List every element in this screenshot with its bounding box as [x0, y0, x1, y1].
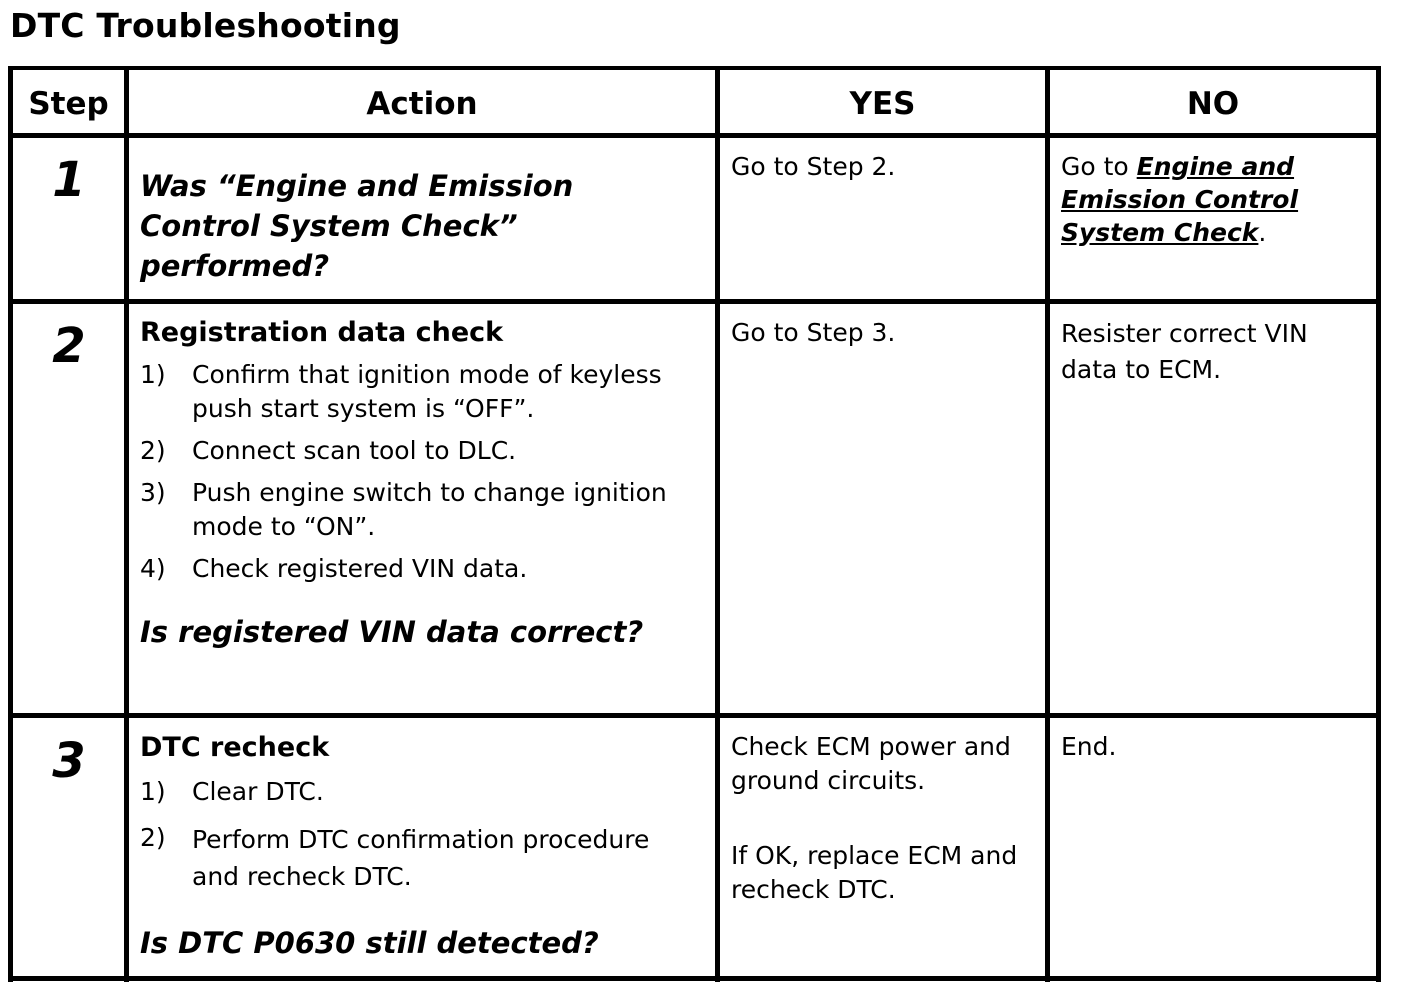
procedure-list: [140, 775, 700, 895]
yes-text: Go to Step 2.: [731, 152, 896, 181]
step-number: 1: [52, 152, 86, 208]
action-cell: [140, 316, 700, 652]
action-question: Was “Engine and Emission Control System Check” performed?: [140, 169, 574, 283]
action-question: Is DTC P0630 still detected?: [140, 926, 599, 960]
item-text: Connect scan tool to DLC.: [192, 436, 517, 465]
header-divider: [8, 133, 1381, 138]
item-number: 2): [140, 823, 166, 852]
column-divider: [1045, 66, 1050, 982]
action-heading: DTC recheck: [140, 732, 330, 763]
header-no: NO: [1186, 86, 1240, 122]
item-text: Push engine switch to change ignition mode to “ON”.: [192, 478, 667, 541]
page-title: DTC Troubleshooting: [10, 6, 401, 45]
item-text: Check registered VIN data.: [192, 554, 528, 583]
system-check-link[interactable]: Engine and Emission Control System Check: [1061, 152, 1299, 247]
no-prefix: Go to: [1061, 152, 1137, 181]
header-yes: YES: [849, 86, 916, 122]
column-divider: [124, 66, 129, 982]
item-number: 2): [140, 436, 166, 465]
list-item: [140, 821, 700, 895]
no-text: End.: [1061, 732, 1117, 761]
action-cell: [140, 731, 700, 963]
table-border-left: [8, 66, 13, 982]
column-divider: [715, 66, 720, 982]
list-item: [140, 358, 700, 426]
header-action: Action: [366, 86, 478, 122]
action-heading: Registration data check: [140, 317, 504, 348]
action-question: Is registered VIN data correct?: [140, 615, 644, 649]
item-number: 1): [140, 360, 166, 389]
item-number: 1): [140, 777, 166, 806]
header-step: Step: [28, 86, 109, 122]
table-border-right: [1376, 66, 1381, 982]
item-text: Perform DTC confirmation procedure and recheck DTC.: [192, 825, 650, 891]
table-border-bottom: [8, 976, 1381, 981]
item-number: 4): [140, 554, 166, 583]
row-divider: [8, 713, 1381, 718]
list-item: [140, 434, 700, 468]
step-number: 3: [52, 733, 86, 789]
row-divider: [8, 299, 1381, 304]
no-text: [1061, 150, 1361, 249]
yes-text: If OK, replace ECM and recheck DTC.: [731, 841, 1018, 904]
item-text: Confirm that ignition mode of keyless push start system is “OFF”.: [192, 360, 662, 423]
list-item: [140, 552, 700, 586]
procedure-list: [140, 358, 700, 586]
item-number: 3): [140, 478, 166, 507]
no-suffix: .: [1258, 218, 1267, 247]
list-item: [140, 476, 700, 544]
item-text: Clear DTC.: [192, 777, 324, 806]
no-text: Resister correct VIN data to ECM.: [1061, 319, 1308, 384]
yes-text: Go to Step 3.: [731, 318, 896, 347]
step-number: 2: [52, 318, 86, 374]
table-border-top: [8, 66, 1381, 70]
list-item: [140, 775, 700, 809]
yes-text: Check ECM power and ground circuits.: [731, 732, 1011, 795]
